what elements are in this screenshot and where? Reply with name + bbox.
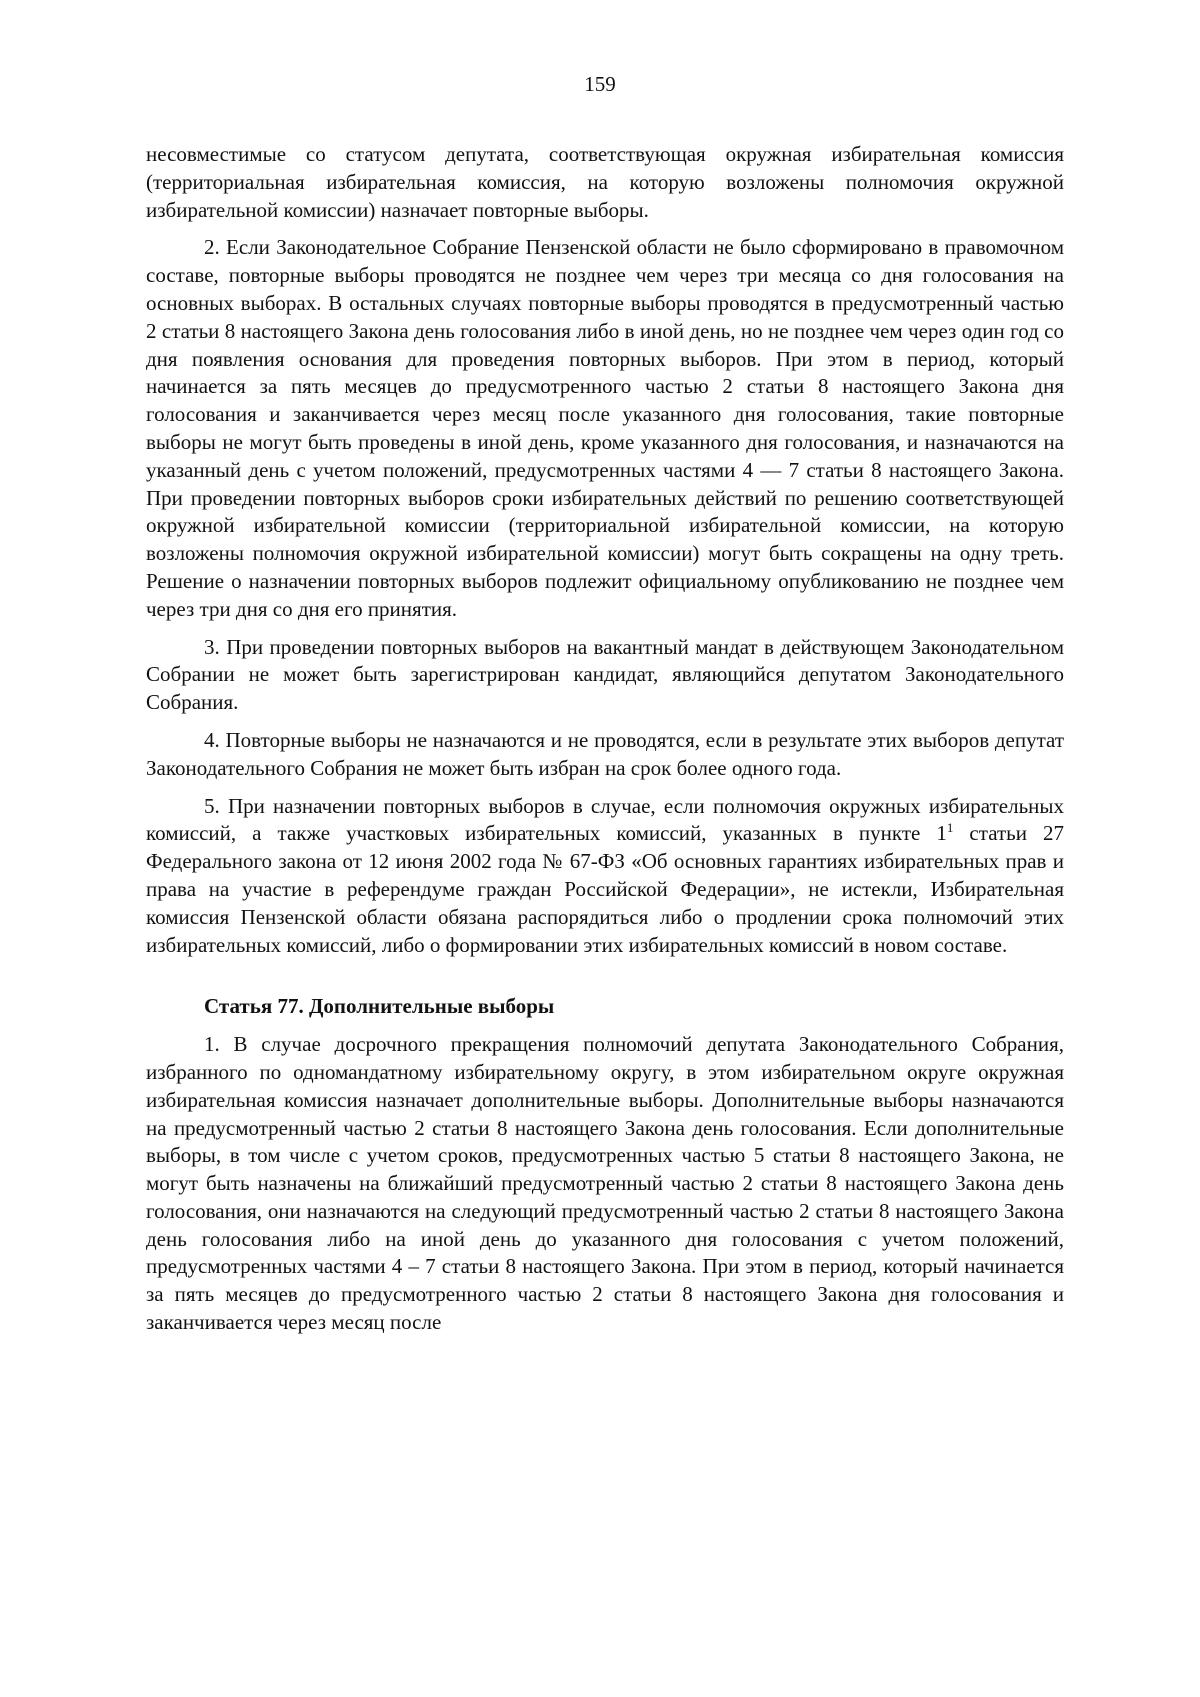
page-number: 159 <box>584 72 616 96</box>
paragraph-item-2: 2. Если Законодательное Собрание Пензенской области не было сформировано в правомочном составе, повторные выборы проводятся не позднее чем через три месяца со дня голосования на основных выборах. В остальных случаях повторные выборы проводятся в предусмотренный частью 2 статьи 8 настоящего Закона день голосования либо в иной день, но не позднее чем через один год со дня появления основания для проведения повторных выборов. При этом в период, который начинается за пять месяцев до предусмотренного частью 2 статьи 8 настоящего Закона дня голосования и заканчивается через месяц после указанного дня голосования, такие повторные выборы не могут быть проведены в иной день, кроме указанного дня голосования, и назначаются на указанный день с учетом положений, предусмотренных частями 4 — 7 статьи 8 настоящего Закона. При проведении повторных выборов сроки избирательных действий по решению соответствующей окружной избирательной комиссии (территориальной избирательной комиссии, на которую возложены полномочия окружной избирательной комиссии) могут быть сокращены на одну треть. Решение о назначении повторных выборов подлежит официальному опубликованию не позднее чем через три дня со дня его принятия. <box>146 235 1064 621</box>
article-heading: Статья 77. Дополнительные выборы <box>204 994 555 1019</box>
paragraph-continuation: несовместимые со статусом депутата, соответствующая окружная избирательная комиссия (территориальная избирательная комиссия, на которую возложены полномочия окружной избирательной комиссии) назначает повторные выборы. <box>146 142 1064 222</box>
paragraph-item-5-part-1: 5. При назначении повторных выборов в случае, если полномочия окружных избирательных комиссий, а также участковых избирательных комиссий, указанных в пункте 1 <box>146 793 1064 846</box>
paragraph-item-5 <box>146 793 1064 960</box>
document-body <box>146 141 1064 1337</box>
paragraph-item-5-part-2: статьи 27 Федерального закона от 12 июня 2002 года № 67-ФЗ «Об основных гарантиях избирательных прав и права на участие в референдуме граждан Российской Федерации», не истекли, Избирательная комиссия Пензенской области обязана распорядиться либо о продлении срока полномочий этих избирательных комиссий, либо о формировании этих избирательных комиссий в новом составе. <box>146 821 1065 957</box>
paragraph-item-3: 3. При проведении повторных выборов на вакантный мандат в действующем Законодательном Собрании не может быть зарегистрирован кандидат, являющийся депутатом Законодательного Собрания. <box>146 634 1064 715</box>
paragraph-item-4: 4. Повторные выборы не назначаются и не проводятся, если в результате этих выборов депутат Законодательного Собрания не может быть избран на срок более одного года. <box>146 727 1064 780</box>
article-paragraph-1: 1. В случае досрочного прекращения полномочий депутата Законодательного Собрания, избранного по одномандатному избирательному округу, в этом избирательном округе окружная избирательная комиссия назначает дополнительные выборы. Дополнительные выборы назначаются на предусмотренный частью 2 статьи 8 настоящего Закона день голосования. Если дополнительные выборы, в том числе с учетом сроков, предусмотренных частью 5 статьи 8 настоящего Закона, не могут быть назначены на ближайший предусмотренный частью 2 статьи 8 настоящего Закона день голосования, они назначаются на следующий предусмотренный частью 2 статьи 8 настоящего Закона день голосования либо на иной день до указанного дня голосования с учетом положений, предусмотренных частями 4 – 7 статьи 8 настоящего Закона. При этом в период, который начинается за пять месяцев до предусмотренного частью 2 статьи 8 настоящего Закона дня голосования и заканчивается через месяц после <box>146 1032 1064 1335</box>
superscript-index: 1 <box>946 820 954 836</box>
